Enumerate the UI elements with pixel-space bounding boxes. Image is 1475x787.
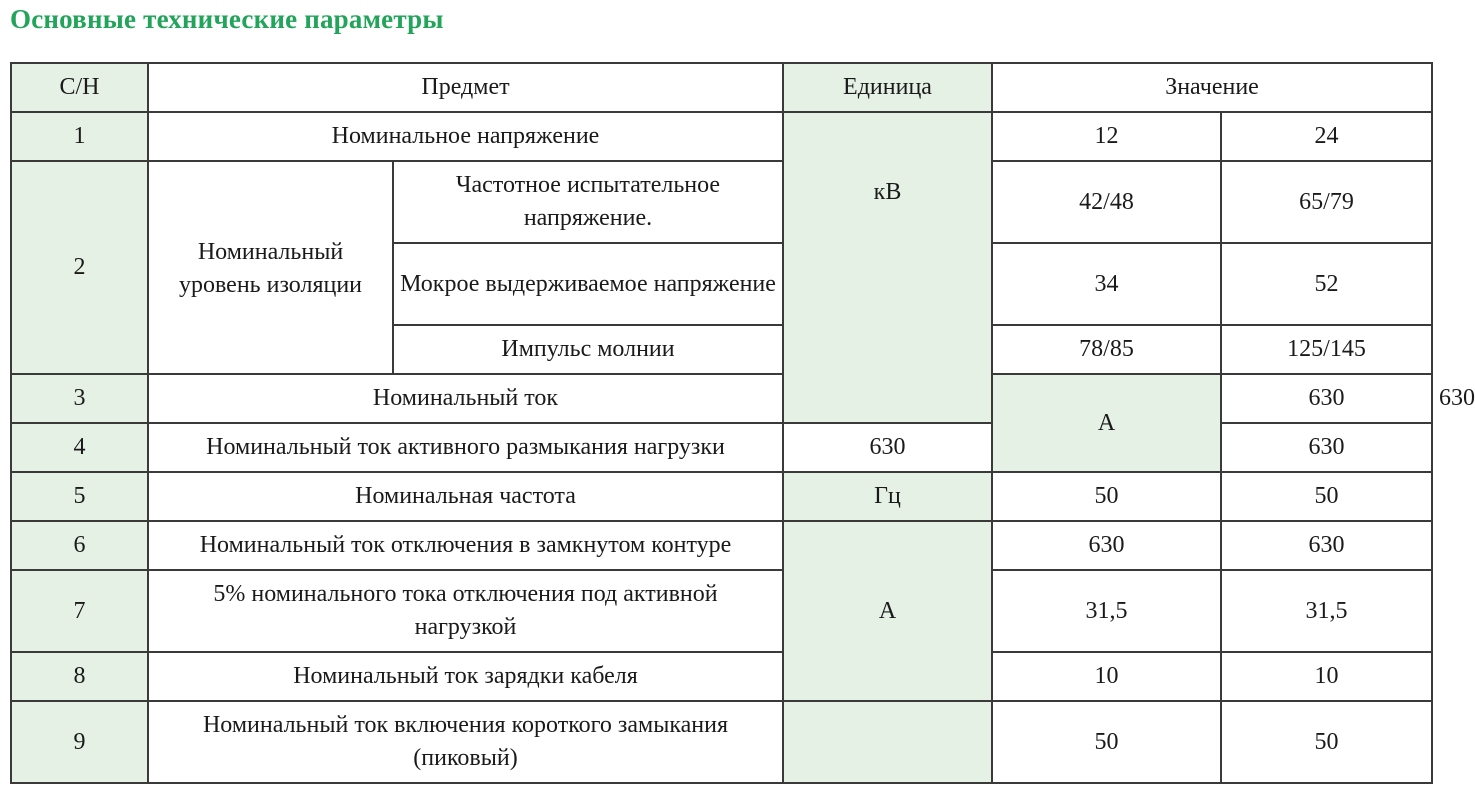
table-row (11, 161, 1432, 243)
value-24kv: 24 (1221, 112, 1432, 161)
row-sn: 2 (11, 161, 148, 374)
value-12kv: 10 (992, 652, 1221, 701)
header-value: Значение (992, 63, 1432, 112)
value-24kv: 125/145 (1221, 325, 1432, 374)
page-title: Основные технические параметры (10, 4, 444, 34)
unit-cell-a: А (992, 374, 1221, 472)
row-item: Номинальный ток зарядки кабеля (148, 652, 783, 701)
header-unit: Единица (783, 63, 992, 112)
value-24kv: 65/79 (1221, 161, 1432, 243)
value-12kv: 42/48 (992, 161, 1221, 243)
row-item: Номинальное напряжение (148, 112, 783, 161)
value-12kv: 31,5 (992, 570, 1221, 652)
table-row (11, 472, 1432, 521)
value-12kv: 630 (1221, 374, 1432, 423)
value-24kv: 31,5 (1221, 570, 1432, 652)
value-12kv: 630 (783, 423, 992, 472)
row-sn: 9 (11, 701, 148, 783)
row-sn: 8 (11, 652, 148, 701)
row-item: Номинальный ток (148, 374, 783, 423)
value-12kv: 50 (992, 472, 1221, 521)
row-sn: 7 (11, 570, 148, 652)
value-24kv: 50 (1221, 701, 1432, 783)
unit-cell-empty (783, 701, 992, 783)
table-row (11, 570, 1432, 652)
row-sn: 6 (11, 521, 148, 570)
value-24kv: 52 (1221, 243, 1432, 325)
header-sn: С/Н (11, 63, 148, 112)
row-subitem: Импульс молнии (393, 325, 783, 374)
table-row: 3 Номинальный ток А 630 630 (11, 374, 1432, 423)
table-row (11, 701, 1432, 783)
table-row (11, 521, 1432, 570)
row-sn: 4 (11, 423, 148, 472)
row-sn: 3 (11, 374, 148, 423)
row-subitem: Частотное испытательное напряжение. (393, 161, 783, 243)
value-12kv: 34 (992, 243, 1221, 325)
value-12kv: 12 (992, 112, 1221, 161)
row-item: 5% номинального тока отключения под активной нагрузкой (148, 570, 783, 652)
table-row (11, 652, 1432, 701)
unit-cell-a: А (783, 521, 992, 701)
row-sn: 5 (11, 472, 148, 521)
value-24kv: 630 (1221, 521, 1432, 570)
value-24kv: 630 (1221, 423, 1432, 472)
row-item: Номинальный ток активного размыкания нагрузки (148, 423, 783, 472)
row-item: Номинальный ток отключения в замкнутом контуре (148, 521, 783, 570)
value-24kv: 50 (1221, 472, 1432, 521)
table-row (11, 112, 1432, 161)
value-24kv: 10 (1221, 652, 1432, 701)
row-group-item: Номинальный уровень изоляции (148, 161, 393, 374)
header-item: Предмет (148, 63, 783, 112)
spec-table (10, 62, 1475, 784)
row-sn: 1 (11, 112, 148, 161)
value-12kv: 50 (992, 701, 1221, 783)
value-12kv: 630 (992, 521, 1221, 570)
unit-cell-hz: Гц (783, 472, 992, 521)
row-item: Номинальный ток включения короткого замыкания (пиковый) (148, 701, 783, 783)
row-item: Номинальная частота (148, 472, 783, 521)
table-header-row (11, 63, 1432, 112)
value-12kv: 78/85 (992, 325, 1221, 374)
row-subitem: Мокрое выдерживаемое напряжение (393, 243, 783, 325)
unit-cell-kv: кВ (783, 112, 992, 423)
